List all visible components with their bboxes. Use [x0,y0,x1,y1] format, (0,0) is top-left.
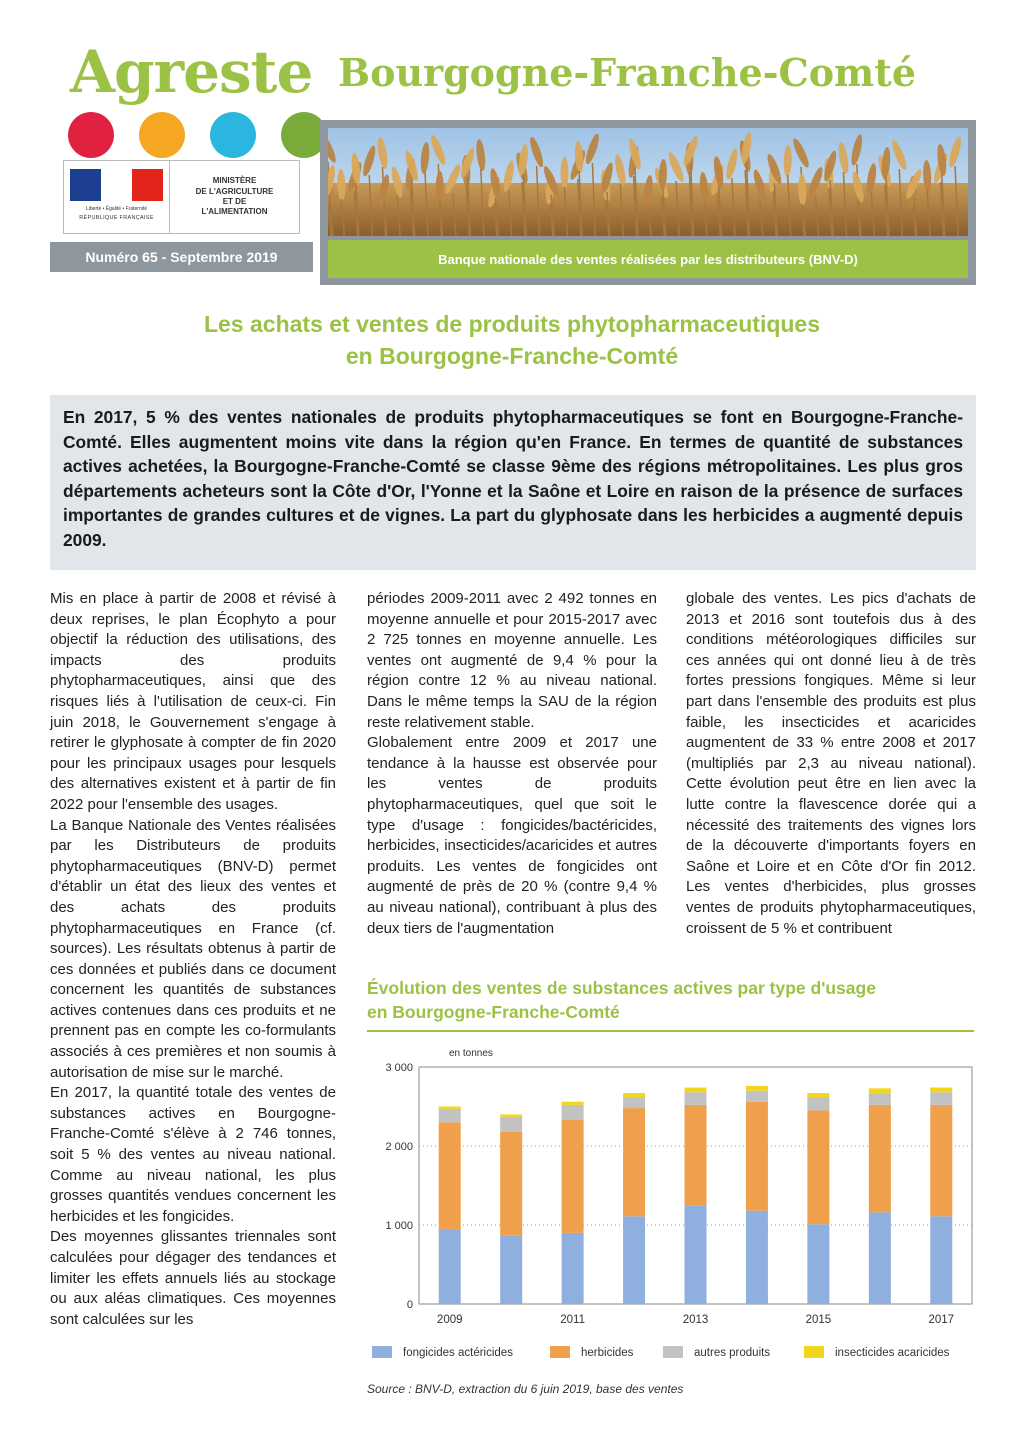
x-tick-label: 2013 [682,1314,709,1326]
cyan-dot-icon [210,112,256,158]
bar-segment [562,1102,584,1105]
bar-segment [807,1110,829,1224]
chart-title [367,976,977,1024]
bar-segment [746,1211,768,1304]
orange-dot-icon [139,112,185,158]
text-column-1 [50,589,336,1330]
ministry-logo [63,160,300,234]
bar-segment [562,1105,584,1120]
sales-chart [367,1040,977,1380]
ministry-line: MINISTÈRE [212,176,257,186]
legend-swatch [550,1346,570,1358]
bar-segment [500,1114,522,1116]
paragraph: globale des ventes. Les pics d'achats de 2013 et 2016 sont toutefois dus à des conditions météorologiques difficiles sur ces années qui ont donné lieu à de très fortes pressions fongiques. Même si leur part dans l'ensemble des produits est plus faible, les insecticides et acaricides augmentent de 33 % entre 2008 et 2017 (multipliés par 2,3 au niveau national). Cette évolution peut être en lien avec la lutte contre la flavescence dorée qui a nécessité des traitements des vignes lors de la découverte d'importants foyers en Saône et Loire et en Côte d'Or fin 2012. Les ventes d'herbicides, plus grosses ventes de produits phytopharmaceutiques, croissent de 5 % et contribuent [686,590,976,937]
bar-segment [562,1120,584,1233]
text-column-3 [686,589,976,939]
bar-segment [807,1097,829,1110]
brand-dots [68,112,327,158]
text-column-2 [367,589,657,939]
sales-chart-svg [367,1040,977,1375]
y-tick-label: 1 000 [385,1220,413,1232]
ministry-line: ET DE [222,197,247,206]
bar-segment [500,1235,522,1304]
paragraph: Des moyennes glissantes triennales sont calculées pour dégager des tendances et limiter les effets annuels liés au stockage ou aux aléas climatiques. Ces moyennes sont calculées sur les [50,1228,336,1328]
ministry-name [170,161,299,233]
header-banner [320,120,976,285]
republic-motto: Liberté • Égalité • Fraternité [85,206,148,212]
paragraph: Globalement entre 2009 et 2017 une tendance à la hausse est observée pour les ventes de produits phytopharmaceutiques, quel que soit le type d'usage : fongicides/bactéricides, herbicides, insecticides/acaricides et autres produits. Les ventes de fongicides ont augmenté de près de 20 % (contre 9,4 % au niveau national), contribuant à plus des deux tiers de l'augmentation [367,734,657,937]
chart-title-line: Évolution des ventes de substances actives par type d'usage [367,978,876,998]
bar-segment [623,1093,645,1097]
source-note: Source : BNV-D, extraction du 6 juin 2019, base des ventes [367,1382,684,1396]
bar-segment [685,1105,707,1205]
bar-segment [869,1105,891,1212]
french-flag-icon [70,169,164,201]
republic-logo [64,161,170,233]
wheat-field-image [328,128,968,236]
x-tick-label: 2009 [436,1314,463,1326]
bar-segment [807,1224,829,1304]
chart-title-line: en Bourgogne-Franche-Comté [367,1002,620,1022]
bar-segment [746,1102,768,1211]
x-tick-label: 2017 [928,1314,955,1326]
bar-segment [746,1091,768,1102]
legend-label: herbicides [581,1347,634,1359]
issue-number: Numéro 65 - Septembre 2019 [50,242,313,272]
bar-segment [623,1097,645,1108]
paragraph: périodes 2009-2011 avec 2 492 tonnes en moyenne annuelle et pour 2015-2017 avec 2 725 tonnes en moyenne annuelle. Les ventes ont augmenté de 9,4 % pour la région contre 12 % au niveau national. Dans le même temps la SAU de la région reste relativement stable. [367,590,657,731]
bar-segment [500,1132,522,1235]
bar-segment [500,1117,522,1132]
bar-segment [439,1122,461,1229]
y-tick-label: 3 000 [385,1062,413,1074]
legend-swatch [372,1346,392,1358]
legend-swatch [804,1346,824,1358]
bar-segment [746,1086,768,1091]
bar-segment [807,1093,829,1097]
bar-segment [930,1105,952,1216]
bar-segment [930,1216,952,1304]
y-tick-label: 2 000 [385,1141,413,1153]
bar-segment [685,1205,707,1304]
x-tick-label: 2015 [805,1314,832,1326]
legend-label: fongicides actéricides [403,1347,513,1359]
bar-segment [562,1233,584,1304]
article-title-line: en Bourgogne-Franche-Comté [345,343,679,369]
legend-label: insecticides acaricides [835,1347,950,1359]
banner-caption: Banque nationale des ventes réalisées par les distributeurs (BNV-D) [328,240,968,278]
bar-segment [869,1212,891,1304]
republic-name: RÉPUBLIQUE FRANÇAISE [79,215,154,221]
y-tick-label: 0 [406,1299,413,1311]
legend-swatch [663,1346,683,1358]
ministry-line: DE L'AGRICULTURE [195,186,274,196]
bar-segment [869,1088,891,1093]
article-title-line: Les achats et ventes de produits phytopharmaceutiques [203,311,821,337]
bar-segment [685,1092,707,1105]
paragraph: En 2017, la quantité totale des ventes de substances actives en Bourgogne-Franche-Comté s'élève à 2 746 tonnes, soit 5 % des ventes au niveau national. Comme au niveau national, les plus grosses quantités vendues concernent les herbicides et les fongicides. [50,1084,336,1225]
summary-box: En 2017, 5 % des ventes nationales de produits phytopharmaceutiques se font en Bourgogne-Franche-Comté. Elles augmentent moins vite dans la région qu'en France. En termes de quantité de substances actives achetées, la Bourgogne-Franche-Comté se classe 9ème des régions métropolitaines. Les plus gros départements acheteurs sont la Côte d'Or, l'Yonne et la Saône et Loire en raison de la présence de surfaces importantes de grandes cultures et de vignes. La part du glyphosate dans les herbicides a augmenté depuis 2009. [50,395,976,570]
bar-segment [685,1088,707,1093]
y-unit-label: en tonnes [449,1048,493,1059]
paragraph: Mis en place à partir de 2008 et révisé à deux reprises, le plan Écophyto a pour objectif la réduction des utilisations, des impacts des produits phytopharmaceutiques, ainsi que des risques liés à l'utilisation de ceux-ci. Fin juin 2018, le Gouvernement s'engage à retirer le glyphosate à compter de fin 2020 pour les principaux usages pour lesquels des alternatives existent et à partir de fin 2022 pour l'ensemble des usages. [50,590,336,813]
chart-title-rule [367,1030,974,1032]
paragraph: La Banque Nationale des Ventes réalisées par les Distributeurs de produits phytopharmaceutiques (BNV-D) permet d'établir un état des lieux des ventes et des achats des produits phytopharmaceutiques en France (cf. sources). Les résultats obtenus à partir de ces données et publiés dans ce document concernent les quantités de substances actives contenues dans ces produits et ne prennent pas en compte les co-formulants associés à ces premières et non soumis à autorisation de mise sur le marché. [50,816,336,1081]
bar-segment [439,1109,461,1122]
legend-label: autres produits [694,1347,771,1359]
ministry-line: L'ALIMENTATION [201,207,268,217]
brand-logo-text: Agreste [70,38,313,106]
bar-segment [623,1216,645,1304]
red-dot-icon [68,112,114,158]
bar-segment [439,1107,461,1109]
bar-segment [869,1093,891,1105]
x-tick-label: 2011 [560,1314,585,1326]
bar-segment [930,1088,952,1093]
article-title [40,308,984,372]
region-title: Bourgogne-Franche-Comté [338,50,916,95]
bar-segment [623,1108,645,1216]
bar-segment [930,1092,952,1105]
bar-segment [439,1229,461,1304]
